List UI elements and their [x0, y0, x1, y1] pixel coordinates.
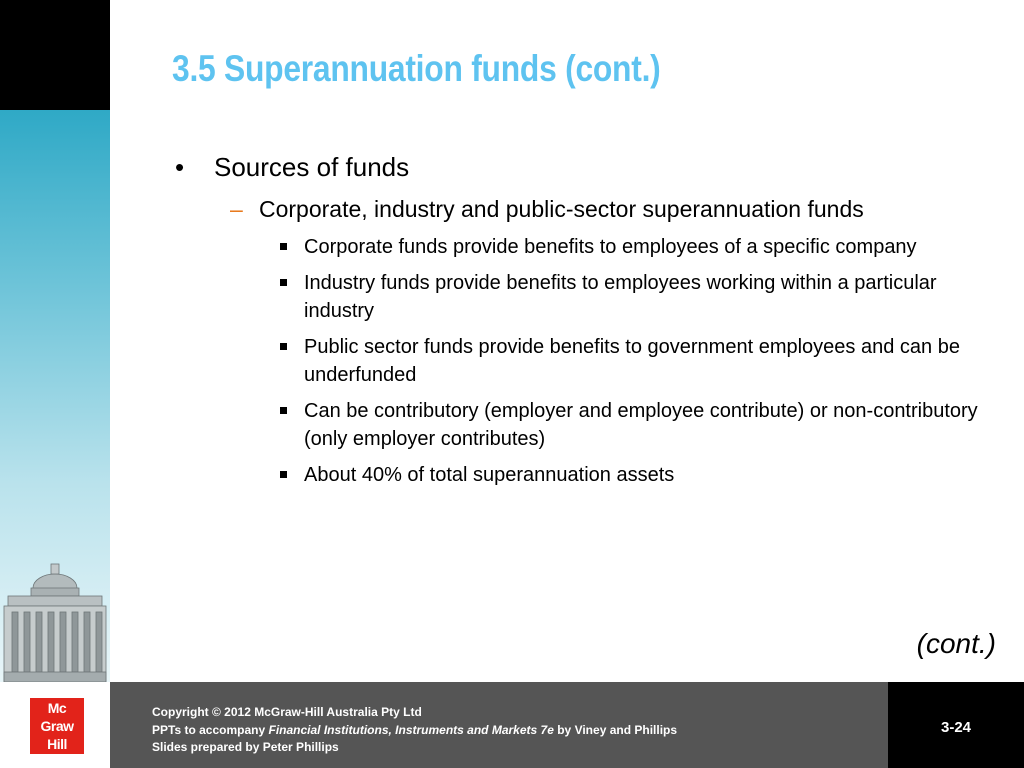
list-item	[280, 333, 980, 389]
list-item-text: Corporate funds provide benefits to employees of a specific company	[304, 236, 917, 258]
page-number-panel	[888, 682, 1024, 768]
footer-info-panel	[110, 682, 888, 768]
list-item-text: Public sector funds provide benefits to government employees and can be underfunded	[304, 336, 960, 386]
bullet-level3-list	[280, 233, 980, 497]
logo-container	[0, 682, 110, 768]
mcgraw-hill-logo-icon	[30, 698, 84, 754]
square-bullet-icon	[280, 279, 287, 286]
prepared-by-text: Slides prepared by Peter Phillips	[152, 740, 339, 754]
square-bullet-icon	[280, 343, 287, 350]
ppt-credit-line	[152, 722, 677, 740]
bullet-level1-text: Sources of funds	[214, 152, 410, 182]
logo-line-3: Hill	[47, 736, 67, 752]
copyright-text: Copyright © 2012 McGraw-Hill Australia Pty Ltd	[152, 705, 422, 719]
bullet-level2-text: Corporate, industry and public-sector superannuation funds	[259, 196, 864, 222]
list-item	[280, 269, 980, 325]
footer-text	[152, 704, 677, 757]
bullet-level2	[230, 196, 864, 223]
logo-line-2: Graw	[40, 718, 74, 734]
square-bullet-icon	[280, 243, 287, 250]
square-bullet-icon	[280, 407, 287, 414]
dash-bullet-icon: –	[230, 196, 243, 222]
square-bullet-icon	[280, 471, 287, 478]
list-item-text: Industry funds provide benefits to employees working within a particular industry	[304, 272, 937, 322]
building-illustration-icon	[0, 552, 110, 682]
bullet-level1	[175, 152, 409, 183]
ppt-suffix: by Viney and Phillips	[553, 722, 678, 737]
left-decorative-band	[0, 110, 110, 682]
list-item-text: About 40% of total superannuation assets	[304, 464, 675, 486]
list-item	[280, 233, 980, 261]
footer	[0, 682, 1024, 768]
list-item-text: Can be contributory (employer and employee contribute) or non-contributory (only employer contributes)	[304, 400, 978, 450]
logo-line-1: Mc	[47, 700, 67, 716]
bullet-dot-icon: •	[175, 152, 185, 182]
list-item	[280, 397, 980, 453]
slide-title: 3.5 Superannuation funds (cont.)	[172, 48, 661, 89]
ppt-prefix: PPTs to accompany	[152, 722, 269, 737]
book-title: Financial Institutions, Instruments and Markets 7e	[268, 722, 554, 737]
page-number: 3-24	[940, 719, 972, 736]
list-item	[280, 461, 980, 489]
left-corner-block	[0, 0, 110, 110]
continued-note: (cont.)	[916, 628, 996, 659]
